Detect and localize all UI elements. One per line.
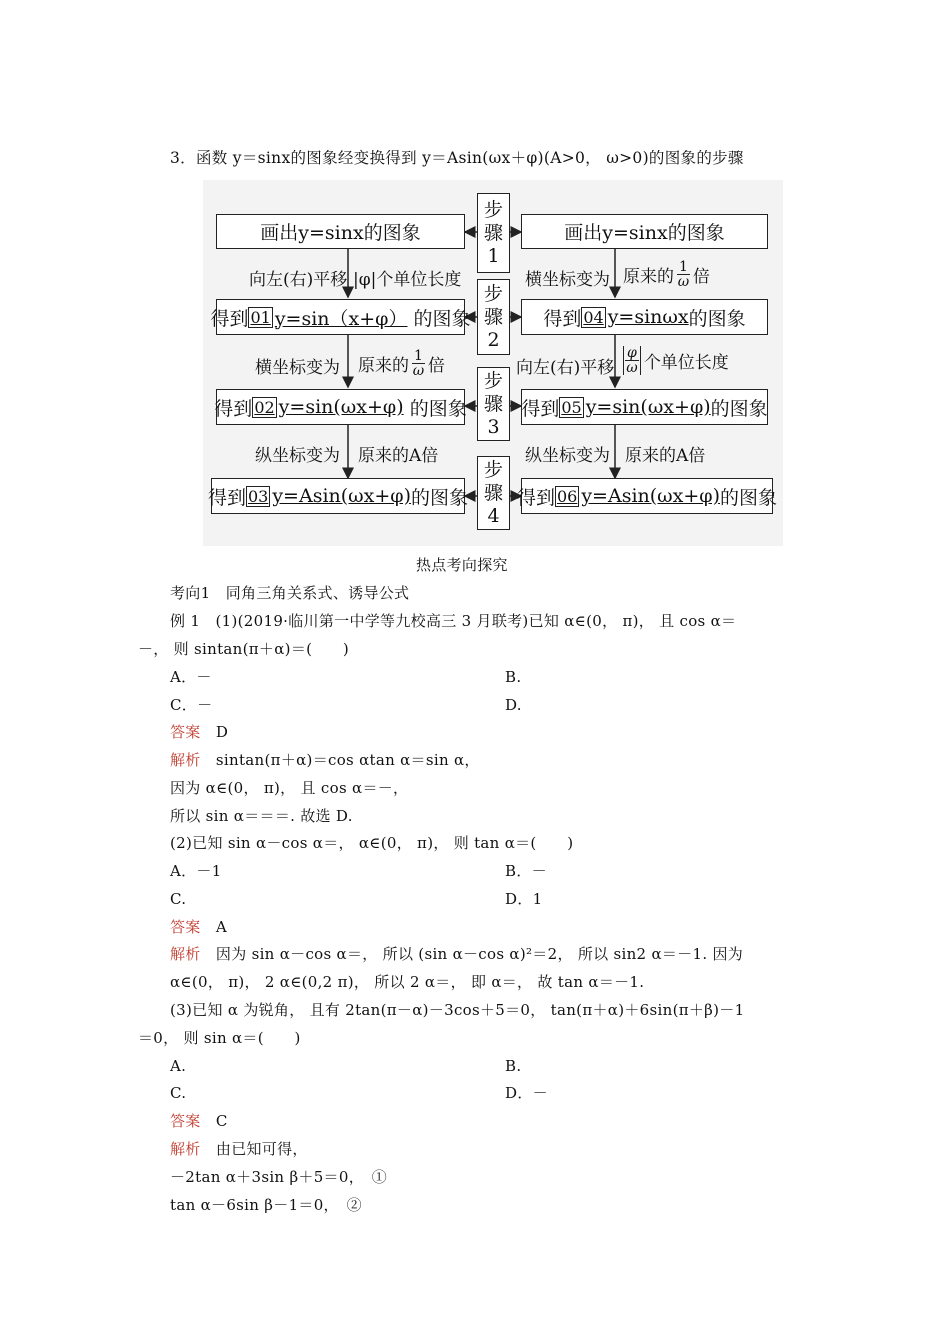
right-box-1: 画出y=sinx的图象 xyxy=(521,214,768,249)
left-box-2 xyxy=(210,299,471,335)
right-label-1c: 倍 xyxy=(692,267,710,287)
topic-heading: 考向1 同角三角关系式、诱导公式 xyxy=(170,584,410,602)
blank-04: 04 xyxy=(583,307,604,327)
example-1-q1-line2: －， 则 sintan(π＋α)＝( ) xyxy=(138,640,350,658)
step-1-char-2: 骤 xyxy=(483,221,503,244)
left-label-2b-group xyxy=(358,349,445,378)
q1-option-d: D. xyxy=(505,696,522,714)
left-label-1b: |φ|个单位长度 xyxy=(353,270,462,290)
q3-solution-line1 xyxy=(170,1139,308,1159)
step-2-char-3: 2 xyxy=(487,328,500,351)
right-box-4-suffix: 的图象 xyxy=(720,486,778,509)
right-box-3 xyxy=(521,389,768,425)
left-box-3-formula: y=sin(ωx+φ) xyxy=(278,396,404,418)
q2-solution-line2: α∈(0， π)， 2 α∈(0,2 π)， 所以 2 α＝， 即 α＝， 故 tan α＝－1. xyxy=(170,973,645,991)
left-label-2b: 原来的 xyxy=(358,356,409,376)
right-label-3b: 原来的A倍 xyxy=(625,446,706,466)
left-box-1: 画出y=sinx的图象 xyxy=(216,214,465,249)
left-label-3b: 原来的A倍 xyxy=(358,446,439,466)
q3-option-b: B. xyxy=(505,1057,522,1075)
q2-answer xyxy=(170,917,227,937)
right-label-1b: 原来的 xyxy=(623,267,674,287)
right-frac1-num: 1 xyxy=(679,259,688,275)
right-box-3-formula: y=sin(ωx+φ) xyxy=(585,396,711,418)
left-box-3 xyxy=(216,389,465,425)
q2-option-b: B．－ xyxy=(505,862,547,880)
q1-answer-label: 答案 xyxy=(170,723,201,741)
right-box-4-formula: y=Asin(ωx+φ) xyxy=(581,485,721,507)
step-1-char-3: 1 xyxy=(487,244,500,267)
left-frac-den: ω xyxy=(412,363,425,379)
q3-answer xyxy=(170,1111,228,1131)
left-box-2-formula: y=sin（x+φ） xyxy=(274,307,408,330)
left-box-2-prefix: 得到 xyxy=(210,307,249,330)
q3-solution-label: 解析 xyxy=(170,1140,201,1158)
blank-06: 06 xyxy=(556,486,578,506)
q2-answer-label: 答案 xyxy=(170,918,201,936)
left-label-1a: 向左(右)平移 xyxy=(249,270,348,290)
q1-answer-value: D xyxy=(215,723,229,741)
q2-answer-value: A xyxy=(215,918,228,936)
right-fraction-1 xyxy=(677,260,690,289)
example-1-q3-line2: ＝0， 则 sin α＝( ) xyxy=(138,1029,301,1047)
q3-option-a: A. xyxy=(170,1057,187,1075)
right-frac2-num: φ xyxy=(627,345,637,361)
q1-solution-label: 解析 xyxy=(170,751,201,769)
q2-solution-text1: 因为 sin α－cos α＝， 所以 (sin α－cos α)²＝2， 所以 sin2 α＝－1. 因为 xyxy=(215,945,744,963)
left-box-4 xyxy=(207,478,469,514)
problem-heading: 3．函数 y＝sinx的图象经变换得到 y＝Asin(ωx＋φ)(A>0， ω>0)的图象的步骤 xyxy=(170,149,744,167)
right-box-2-formula: y=sinωx xyxy=(607,306,689,328)
right-box-3-prefix: 得到 xyxy=(521,397,560,420)
right-label-2b-group xyxy=(620,346,729,375)
left-box-3-prefix: 得到 xyxy=(214,397,253,420)
left-box-4-prefix: 得到 xyxy=(207,486,246,509)
step-1-char-1: 步 xyxy=(483,198,503,221)
right-frac1-den: ω xyxy=(677,274,690,290)
blank-01: 01 xyxy=(250,307,271,327)
q3-solution-line2: －2tan α＋3sin β＋5＝0， ① xyxy=(170,1168,388,1186)
q2-solution-label: 解析 xyxy=(170,945,201,963)
q3-solution-text1: 由已知可得， xyxy=(215,1140,308,1158)
blank-02: 02 xyxy=(254,397,275,417)
left-label-2a: 横坐标变为 xyxy=(255,358,340,378)
step-4-char-2: 骤 xyxy=(483,481,503,504)
step-4-char-1: 步 xyxy=(483,458,503,481)
section-title: 热点考向探究 xyxy=(416,556,508,574)
left-box-4-formula: y=Asin(ωx+φ) xyxy=(272,485,412,507)
q3-answer-label: 答案 xyxy=(170,1112,201,1130)
q2-solution-line1 xyxy=(170,944,743,964)
right-frac2-den: ω xyxy=(626,360,638,376)
left-label-2c: 倍 xyxy=(427,356,445,376)
right-fraction-2 xyxy=(623,346,641,375)
step-2-box xyxy=(477,279,510,355)
right-box-2 xyxy=(521,299,768,335)
left-box-2-suffix: 的图象 xyxy=(407,307,471,330)
blank-05: 05 xyxy=(561,397,582,417)
q2-option-d: D．1 xyxy=(505,890,543,908)
left-frac-num: 1 xyxy=(414,348,423,364)
q1-solution-line2: 因为 α∈(0， π)， 且 cos α＝－， xyxy=(170,779,409,797)
q1-answer xyxy=(170,722,228,742)
example-1-q2: (2)已知 sin α－cos α＝， α∈(0， π)， 则 tan α＝( ) xyxy=(170,834,574,852)
right-box-4 xyxy=(516,478,778,514)
step-4-char-3: 4 xyxy=(487,504,500,527)
q1-solution-line1 xyxy=(170,750,480,770)
q1-option-b: B. xyxy=(505,668,522,686)
step-1-box xyxy=(477,193,510,273)
step-3-box xyxy=(477,367,510,441)
q3-solution-line3: tan α－6sin β－1＝0， ② xyxy=(170,1196,362,1214)
q1-solution-text1: sintan(π＋α)＝cos αtan α＝sin α， xyxy=(215,751,480,769)
right-label-1a: 横坐标变为 xyxy=(525,270,610,290)
q1-option-a: A．－ xyxy=(170,668,212,686)
right-box-4-prefix: 得到 xyxy=(516,486,555,509)
left-box-4-suffix: 的图象 xyxy=(411,486,469,509)
blank-03: 03 xyxy=(247,486,269,506)
q3-option-d: D．－ xyxy=(505,1084,548,1102)
left-label-3a: 纵坐标变为 xyxy=(255,446,340,466)
transformation-diagram xyxy=(203,180,783,546)
right-box-3-suffix: 的图象 xyxy=(710,397,768,420)
step-2-char-1: 步 xyxy=(483,282,503,305)
example-1-q3-line1: (3)已知 α 为锐角， 且有 2tan(π－α)－3cos＋5＝0， tan(π＋α)＋6sin(π＋β)－1 xyxy=(170,1001,745,1019)
q1-solution-line3: 所以 sin α＝＝＝. 故选 D. xyxy=(170,807,353,825)
step-3-char-3: 3 xyxy=(487,415,500,438)
step-3-char-1: 步 xyxy=(483,369,503,392)
right-box-2-suffix: 的图象 xyxy=(688,307,746,330)
right-label-2a: 向左(右)平移 xyxy=(516,358,615,378)
q1-option-c: C．－ xyxy=(170,696,213,714)
right-label-1b-group xyxy=(623,260,710,289)
step-2-char-2: 骤 xyxy=(483,305,503,328)
q3-option-c: C. xyxy=(170,1084,187,1102)
example-1-q1-line1: 例 1 (1)(2019·临川第一中学等九校高三 3 月联考)已知 α∈(0， π)， 且 cos α＝ xyxy=(170,612,737,630)
q2-option-a: A．－1 xyxy=(170,862,222,880)
right-box-2-prefix: 得到 xyxy=(543,307,582,330)
q2-option-c: C. xyxy=(170,890,187,908)
left-fraction xyxy=(412,349,425,378)
step-3-char-2: 骤 xyxy=(483,392,503,415)
right-label-2c: 个单位长度 xyxy=(643,353,729,373)
q3-answer-value: C xyxy=(215,1112,228,1130)
left-box-3-suffix: 的图象 xyxy=(403,397,467,420)
right-label-3a: 纵坐标变为 xyxy=(525,446,610,466)
step-4-box xyxy=(477,456,510,530)
